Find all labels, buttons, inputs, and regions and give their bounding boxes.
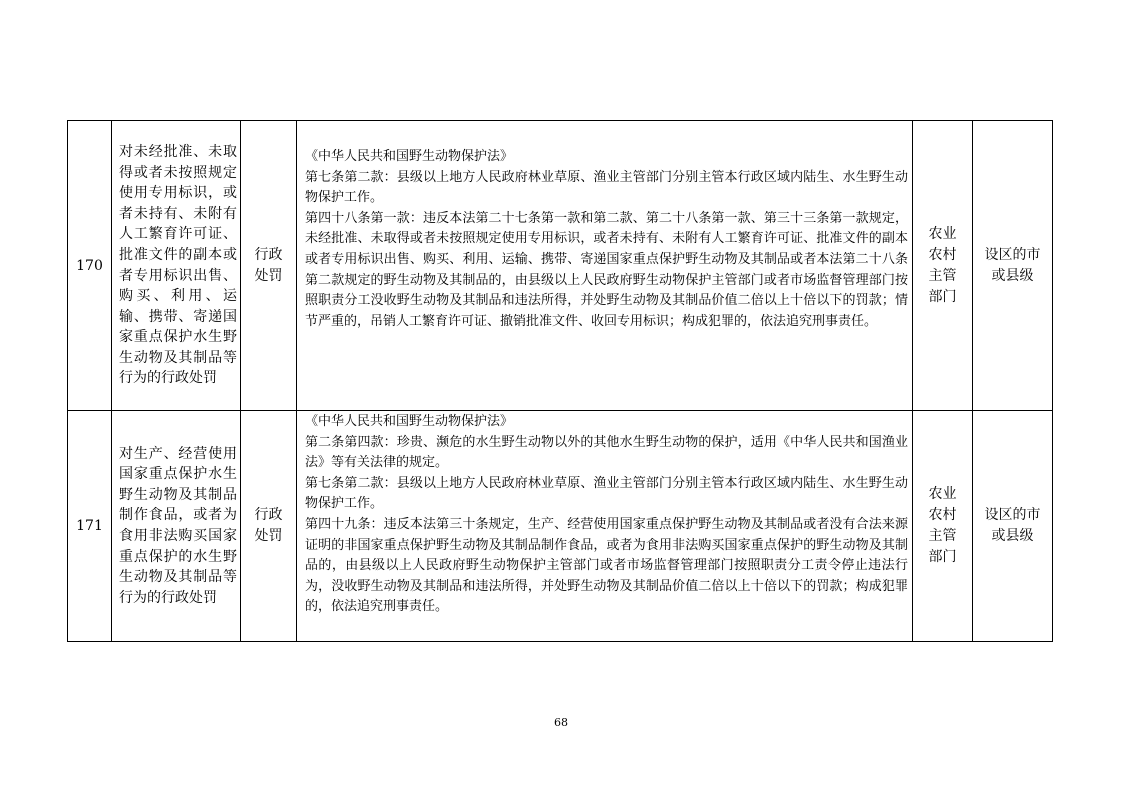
implementation-level: 设区的市或县级	[973, 411, 1053, 642]
implementation-level: 设区的市或县级	[973, 121, 1053, 411]
table-row	[68, 121, 1053, 411]
item-category: 行政处罚	[241, 411, 297, 642]
page-number: 68	[554, 716, 568, 729]
legal-basis-paragraph: 第七条第二款：县级以上地方人民政府林业草原、渔业主管部门分别主管本行政区域内陆生、水生野生动物保护工作。	[305, 475, 908, 512]
table-row	[68, 411, 1053, 642]
legal-basis-paragraph: 第四十八条第一款：违反本法第二十七条第一款和第二款、第二十八条第一款、第三十三条第一款规定，未经批准、未取得或者未按照规定使用专用标识，或者未持有、未附有人工繁育许可证、批准文件的副本或者专用标识出售、购买、利用、运输、携带、寄递国家重点保护野生动物及其制品或者本法第二十八条第二款规定的野生动物及其制品的，由县级以上人民政府野生动物保护主管部门或者市场监督管理部门按照职责分工没收野生动物及其制品和违法所得，并处野生动物及其制品价值二倍以上十倍以下的罚款；情节严重的，吊销人工繁育许可证、撤销批准文件、收回专用标识；构成犯罪的，依法追究刑事责任。	[305, 210, 908, 329]
legal-basis-paragraph: 第七条第二款：县级以上地方人民政府林业草原、渔业主管部门分别主管本行政区域内陆生、水生野生动物保护工作。	[305, 169, 908, 206]
row-number: 170	[68, 121, 112, 411]
item-category: 行政处罚	[241, 121, 297, 411]
legal-basis-paragraph: 《中华人民共和国野生动物保护法》	[305, 149, 514, 164]
legal-basis-paragraph: 《中华人民共和国野生动物保护法》	[305, 414, 514, 429]
item-name: 对生产、经营使用国家重点保护水生野生动物及其制品制作食品，或者为食用非法购买国家重点保护的水生野生动物及其制品等行为的行政处罚	[112, 411, 241, 642]
legal-basis	[297, 411, 913, 642]
responsible-department: 农业农村主管部门	[913, 411, 973, 642]
legal-basis-paragraph: 第二条第四款：珍贵、濒危的水生野生动物以外的其他水生野生动物的保护，适用《中华人民共和国渔业法》等有关法律的规定。	[305, 434, 908, 471]
responsible-department: 农业农村主管部门	[913, 121, 973, 411]
item-name: 对未经批准、未取得或者未按照规定使用专用标识，或者未持有、未附有人工繁育许可证、批准文件的副本或者专用标识出售、购买、利用、运输、携带、寄递国家重点保护水生野生动物及其制品等行为的行政处罚	[112, 121, 241, 411]
legal-basis-paragraph: 第四十九条：违反本法第三十条规定，生产、经营使用国家重点保护野生动物及其制品或者没有合法来源证明的非国家重点保护野生动物及其制品制作食品，或者为食用非法购买国家重点保护的野生动物及其制品的，由县级以上人民政府野生动物保护主管部门或者市场监督管理部门按照职责分工责令停止违法行为，没收野生动物及其制品和违法所得，并处野生动物及其制品价值二倍以上十倍以下的罚款；构成犯罪的，依法追究刑事责任。	[305, 516, 908, 615]
legal-basis	[297, 121, 913, 411]
row-number: 171	[68, 411, 112, 642]
penalty-items-table	[67, 120, 1053, 642]
